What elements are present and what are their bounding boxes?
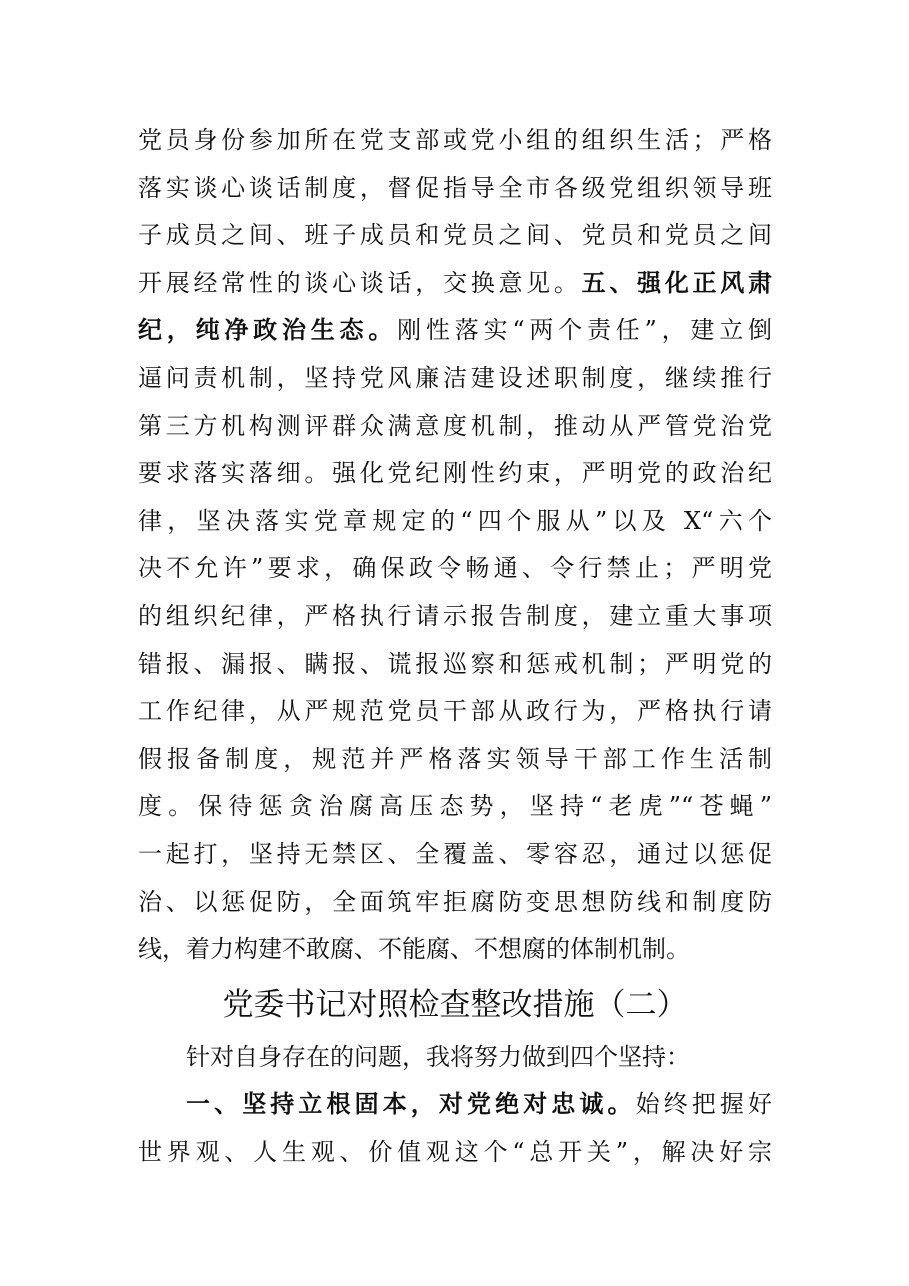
text-line: 工作纪律，从严规范党员干部从政行为，严格执行请 xyxy=(138,697,772,726)
body-text: 开展经常性的谈心谈话，交换意见。 xyxy=(138,268,582,297)
text-line xyxy=(138,260,772,308)
text-line xyxy=(138,1081,772,1129)
text-line: 逼问责机制，坚持党风廉洁建设述职制度，继续推行 xyxy=(138,363,772,392)
text-line: 子成员之间、班子成员和党员之间、党员和党员之间 xyxy=(138,221,772,250)
text-line: 党员身份参加所在党支部或党小组的组织生活；严格 xyxy=(138,126,772,154)
text-line: 治、以惩促防，全面筑牢拒腐防变思想防线和制度防 xyxy=(138,887,772,916)
text-line: 一起打，坚持无禁区、全覆盖、零容忍，通过以惩促 xyxy=(138,839,772,868)
text-line: 针对自身存在的问题，我将努力做到四个坚持： xyxy=(186,1042,690,1071)
section-heading-one: 一、坚持立根固本，对党绝对忠诚。 xyxy=(186,1090,636,1119)
text-line: 线，着力构建不敢腐、不能腐、不想腐的体制机制。 xyxy=(138,935,690,964)
body-text: 始终把握好 xyxy=(635,1090,772,1119)
text-line: 落实谈心谈话制度，督促指导全市各级党组织领导班 xyxy=(138,173,772,202)
text-line xyxy=(138,307,772,355)
text-line: 第三方机构测评群众满意度机制，推动从严管党治党 xyxy=(138,411,772,440)
section-heading-five-cont: 纪，纯净政治生态。 xyxy=(138,316,398,345)
section-heading-five: 五、强化正风肃 xyxy=(581,268,772,297)
document-page xyxy=(138,117,772,1176)
text-line: 决不允许”要求，确保政令畅通、令行禁止；严明党 xyxy=(138,554,772,583)
text-line: 世界观、人生观、价值观这个“总开关”，解决好宗 xyxy=(138,1137,772,1166)
text-line: 律，坚决落实党章规定的“四个服从”以及 X“六个 xyxy=(138,506,772,535)
text-line: 错报、漏报、瞒报、谎报巡察和惩戒机制；严明党的 xyxy=(138,649,772,678)
text-line: 假报备制度，规范并严格落实领导干部工作生活制 xyxy=(138,744,772,773)
text-line: 的组织纪律，严格执行请示报告制度，建立重大事项 xyxy=(138,601,772,630)
document-title: 党委书记对照检查整改措施（二） xyxy=(222,986,688,1023)
text-line: 度。保待惩贪治腐高压态势，坚持“老虎”“苍蝇” xyxy=(138,792,772,821)
body-text: 刚性落实“两个责任”，建立倒 xyxy=(397,316,772,345)
text-line: 要求落实落细。强化党纪刚性约束，严明党的政治纪 xyxy=(138,459,772,488)
